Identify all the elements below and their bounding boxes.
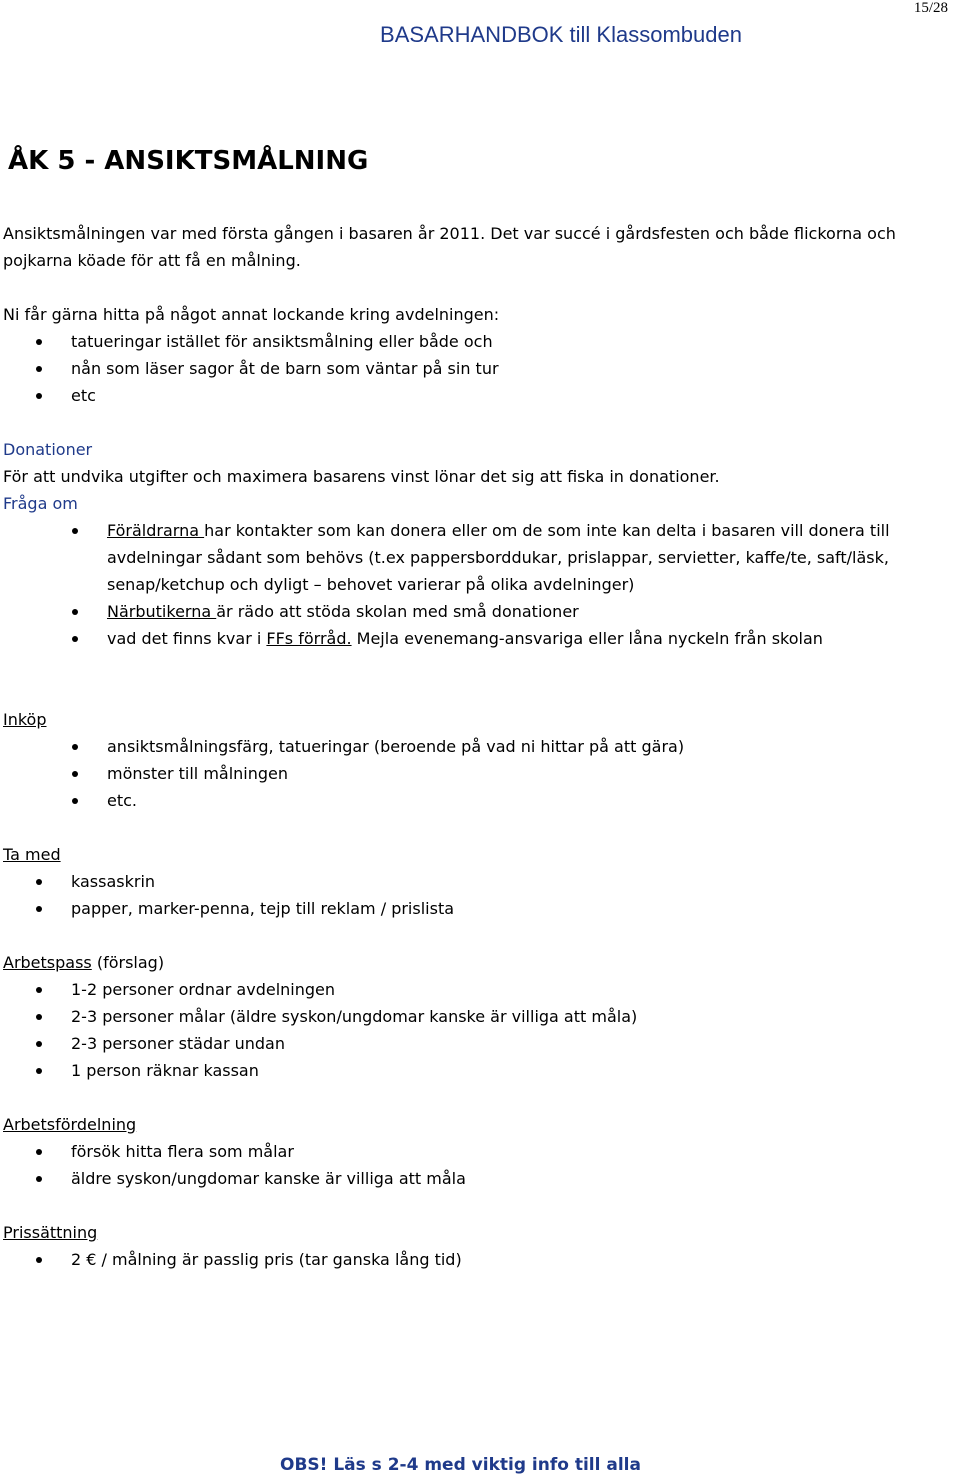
- list-item: 1-2 personer ordnar avdelningen: [3, 976, 953, 1003]
- donations-list: [3, 517, 953, 652]
- donations-ask: Fråga om: [3, 494, 78, 513]
- pricing-list: [3, 1246, 953, 1273]
- list-item: 2-3 personer målar (äldre syskon/ungdomar kanske är villiga att måla): [3, 1003, 953, 1030]
- list-item: etc.: [3, 787, 953, 814]
- list-item: 2-3 personer städar undan: [3, 1030, 953, 1057]
- local-shops-link: Närbutikerna: [107, 602, 217, 621]
- division-list: [3, 1138, 953, 1192]
- page-heading: ÅK 5 - ANSIKTSMÅLNING: [8, 146, 369, 176]
- footer-note: OBS! Läs s 2-4 med viktig info till alla: [280, 1455, 641, 1475]
- donations-heading: Donationer: [3, 440, 93, 459]
- list-item: 1 person räknar kassan: [3, 1057, 953, 1084]
- list-item: ansiktsmålningsfärg, tatueringar (beroende på vad ni hittar på att gära): [3, 733, 953, 760]
- intro-paragraph: Ansiktsmålningen var med första gången i basaren år 2011. Det var succé i gårdsfesten och både flickorna och pojkarna köade för att få en målning.: [3, 224, 896, 270]
- list-item: Närbutikerna är rädo att stöda skolan med små donationer: [3, 598, 953, 625]
- donations-text: För att undvika utgifter och maximera basarens vinst lönar det sig att fiska in donationer.: [3, 467, 720, 486]
- list-item: tatueringar istället för ansiktsmålning eller både och: [3, 328, 953, 355]
- shifts-list: [3, 976, 953, 1084]
- list-item: äldre syskon/ungdomar kanske är villiga att måla: [3, 1165, 953, 1192]
- shifts-heading: Arbetspass (förslag): [3, 953, 165, 972]
- list-item: försök hitta flera som målar: [3, 1138, 953, 1165]
- list-item: etc: [3, 382, 953, 409]
- list-item: nån som läser sagor åt de barn som väntar på sin tur: [3, 355, 953, 382]
- ideas-list: [3, 328, 953, 409]
- pricing-heading: Prissättning: [3, 1223, 98, 1242]
- list-item: mönster till målningen: [3, 760, 953, 787]
- list-item: papper, marker-penna, tejp till reklam / prislista: [3, 895, 953, 922]
- list-item: 2 € / målning är passlig pris (tar ganska lång tid): [3, 1246, 953, 1273]
- bring-heading: Ta med: [3, 845, 61, 864]
- parents-link: Föräldrarna: [107, 521, 205, 540]
- ideas-lead: Ni får gärna hitta på något annat lockande kring avdelningen:: [3, 305, 500, 324]
- list-item: Föräldrarna har kontakter som kan donera eller om de som inte kan delta i basaren vill donera till avdelningar sådant som behövs (t.ex pappersborddukar, prislappar, servietter, kaffe/te, saft/läsk, senap/ketchup och dyligt – behovet varierar på olika avdelninger): [3, 517, 953, 598]
- storage-link: FFs förråd.: [266, 629, 352, 648]
- bring-list: [3, 868, 953, 922]
- purchase-heading: Inköp: [3, 710, 47, 729]
- list-item: kassaskrin: [3, 868, 953, 895]
- purchase-list: [3, 733, 953, 814]
- list-item: vad det finns kvar i FFs förråd. Mejla evenemang-ansvariga eller låna nyckeln från skolan: [3, 625, 953, 652]
- page-number: 15/28: [913, 0, 948, 16]
- division-heading: Arbetsfördelning: [3, 1115, 137, 1134]
- document-title: BASARHANDBOK till Klassombuden: [380, 22, 742, 47]
- document-body: [3, 220, 953, 1273]
